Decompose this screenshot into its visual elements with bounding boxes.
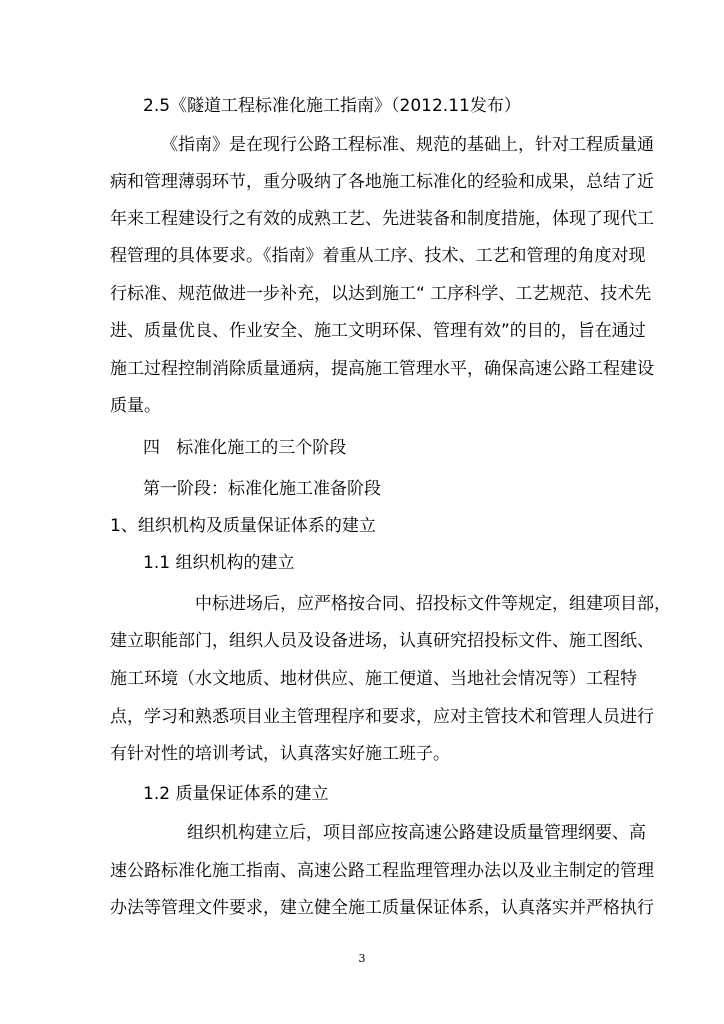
section-heading-2-5: 2.5《隧道工程标准化施工指南》（2012.11发布） xyxy=(143,96,521,116)
paragraph-line: 《指南》是在现行公路工程标准、规范的基础上，针对工程质量通 xyxy=(161,135,654,155)
paragraph-line: 施工环境（水文地质、地材供应、施工便道、当地社会情况等）工程特 xyxy=(110,669,637,689)
paragraph-line: 质量。 xyxy=(110,396,161,416)
paragraph-line: 行标准、规范做进一步补充，以达到施工“ 工序科学、工艺规范、技术先 xyxy=(110,284,652,304)
section-four-heading: 四 标准化施工的三个阶段 xyxy=(143,438,347,458)
item-1-2-heading: 1.2 质量保证体系的建立 xyxy=(143,784,329,804)
stage-one-heading: 第一阶段：标准化施工准备阶段 xyxy=(143,479,381,499)
paragraph-line: 组织机构建立后，项目部应按高速公路建设质量管理纲要、高 xyxy=(187,823,646,843)
paragraph-line: 施工过程控制消除质量通病，提高施工管理水平，确保高速公路工程建设 xyxy=(110,359,654,379)
page-number: 3 xyxy=(358,952,366,965)
paragraph-line: 中标进场后，应严格按合同、招投标文件等规定，组建项目部， xyxy=(195,594,671,614)
paragraph-line: 点，学习和熟悉项目业主管理程序和要求，应对主管技术和管理人员进行 xyxy=(110,707,654,727)
paragraph-line: 年来工程建设行之有效的成熟工艺、先进装备和制度措施，体现了现代工 xyxy=(110,209,654,229)
paragraph-line: 速公路标准化施工指南、高速公路工程监理管理办法以及业主制定的管理 xyxy=(110,861,654,881)
paragraph-line: 病和管理薄弱环节，重分吸纳了各地施工标准化的经验和成果，总结了近 xyxy=(110,172,654,192)
paragraph-line: 有针对性的培训考试，认真落实好施工班子。 xyxy=(110,744,450,764)
paragraph-line: 进、质量优良、作业安全、施工文明环保、管理有效”的目的，旨在通过 xyxy=(110,321,646,341)
item-1-heading: 1、组织机构及质量保证体系的建立 xyxy=(110,516,376,536)
paragraph-line: 建立职能部门，组织人员及设备进场，认真研究招投标文件、施工图纸、 xyxy=(110,631,654,651)
paragraph-line: 程管理的具体要求。《指南》着重从工序、技术、工艺和管理的角度对现 xyxy=(110,246,646,266)
item-1-1-heading: 1.1 组织机构的建立 xyxy=(143,553,295,573)
paragraph-line: 办法等管理文件要求，建立健全施工质量保证体系，认真落实并严格执行 xyxy=(110,898,654,918)
